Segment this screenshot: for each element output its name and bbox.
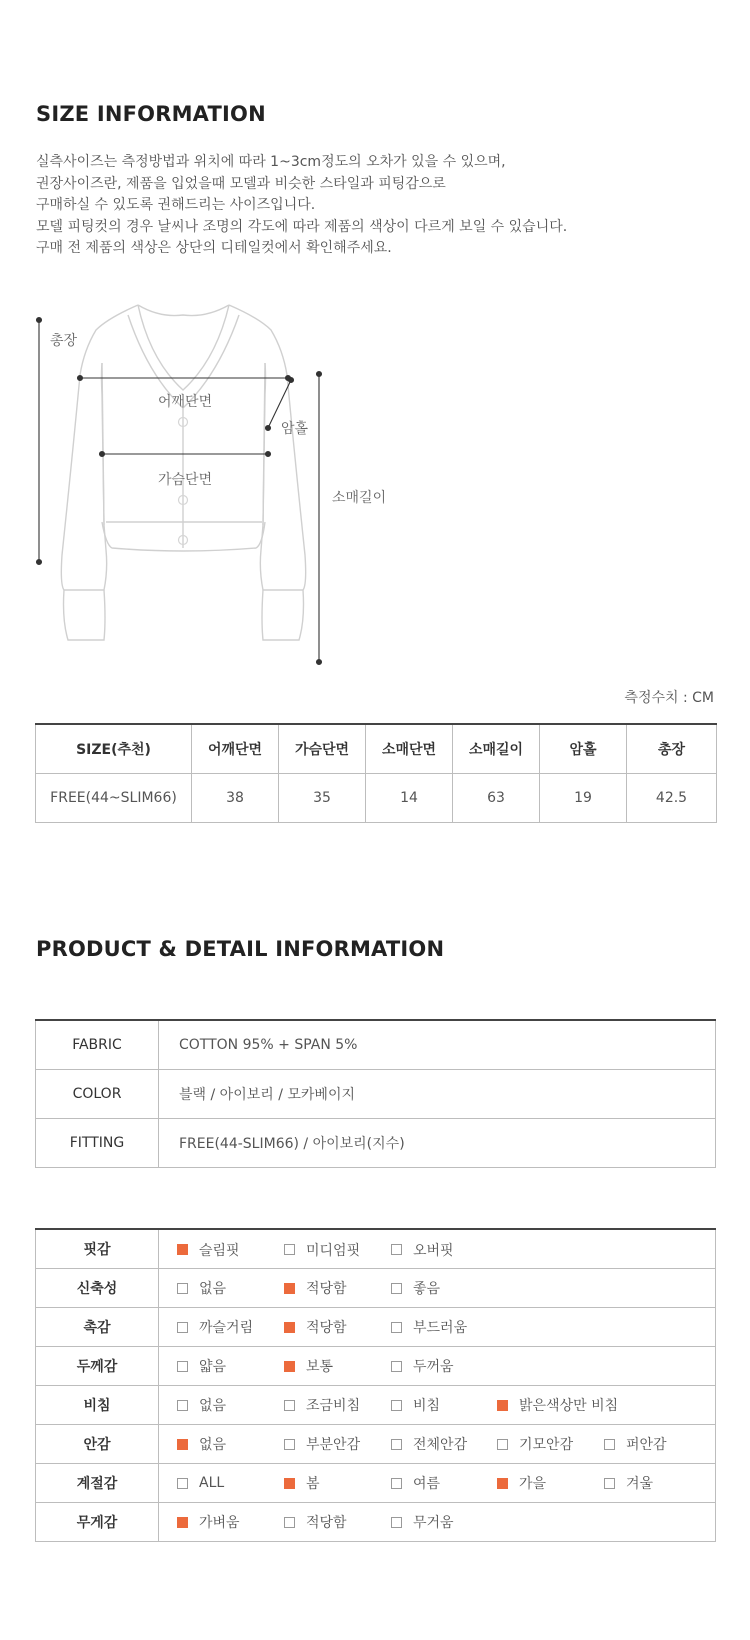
table-row — [36, 1424, 716, 1463]
detail-check-table — [35, 1228, 716, 1542]
checkbox-option[interactable] — [497, 1464, 546, 1503]
fitting-label: FITTING — [36, 1118, 159, 1167]
unchecked-box-icon[interactable] — [177, 1361, 188, 1372]
checkbox-option[interactable] — [497, 1425, 573, 1464]
checked-box-icon[interactable] — [177, 1439, 188, 1450]
table-row — [36, 1118, 716, 1167]
unchecked-box-icon[interactable] — [391, 1517, 402, 1528]
armhole-label: 암홀 — [281, 421, 309, 437]
cardigan-cuff — [262, 590, 304, 640]
option-label: 가벼움 — [199, 1515, 240, 1531]
checkbox-option[interactable] — [391, 1269, 440, 1308]
option-label: 겨울 — [626, 1476, 654, 1492]
checked-box-icon[interactable] — [284, 1283, 295, 1294]
sleeve-length-label: 소매길이 — [332, 490, 387, 506]
size-table-header — [36, 724, 717, 773]
table-row — [36, 1069, 716, 1118]
product-info-table — [35, 1019, 716, 1168]
garment-measurement-illustration — [0, 300, 750, 680]
unchecked-box-icon[interactable] — [604, 1478, 615, 1489]
attribute-options — [159, 1502, 716, 1541]
checkbox-option[interactable] — [177, 1308, 253, 1347]
option-label: 적당함 — [306, 1320, 347, 1336]
option-label: 전체안감 — [413, 1437, 468, 1453]
unchecked-box-icon[interactable] — [391, 1244, 402, 1255]
table-cell: 38 — [192, 773, 279, 822]
option-label: 조금비침 — [306, 1398, 361, 1414]
checked-box-icon[interactable] — [497, 1400, 508, 1411]
table-header-cell: SIZE(추천) — [36, 724, 192, 773]
checkbox-option[interactable] — [177, 1503, 240, 1542]
attribute-options — [159, 1385, 716, 1424]
table-row — [36, 1020, 716, 1069]
table-header-cell: 가슴단면 — [279, 724, 366, 773]
option-label: 봄 — [306, 1476, 320, 1492]
checked-box-icon[interactable] — [497, 1478, 508, 1489]
cardigan-collar — [138, 305, 229, 316]
option-label: 가을 — [519, 1476, 547, 1492]
option-label: 까슬거림 — [199, 1320, 254, 1336]
option-label: 보통 — [306, 1359, 334, 1375]
checkbox-option[interactable] — [177, 1347, 226, 1386]
checkbox-option[interactable] — [284, 1347, 333, 1386]
option-label: 부분안감 — [306, 1437, 361, 1453]
description-line: 구매하실 수 있도록 권해드리는 사이즈입니다. — [36, 197, 316, 213]
attribute-options — [159, 1268, 716, 1307]
attribute-label: 촉감 — [36, 1307, 159, 1346]
option-label: 얇음 — [199, 1359, 227, 1375]
option-label: 없음 — [199, 1437, 227, 1453]
table-cell: 63 — [453, 773, 540, 822]
unchecked-box-icon[interactable] — [604, 1439, 615, 1450]
unchecked-box-icon[interactable] — [497, 1439, 508, 1450]
option-label: 두꺼움 — [413, 1359, 454, 1375]
table-row — [36, 1268, 716, 1307]
attribute-label: 안감 — [36, 1424, 159, 1463]
size-information-title: SIZE INFORMATION — [36, 102, 266, 126]
cardigan-outline — [229, 305, 309, 590]
attribute-label: 두께감 — [36, 1346, 159, 1385]
checkbox-option[interactable] — [177, 1425, 226, 1464]
attribute-options — [159, 1346, 716, 1385]
unchecked-box-icon[interactable] — [391, 1361, 402, 1372]
attribute-label: 계절감 — [36, 1463, 159, 1502]
table-cell: 14 — [366, 773, 453, 822]
table-cell: 35 — [279, 773, 366, 822]
attribute-options — [159, 1463, 716, 1502]
attribute-options — [159, 1424, 716, 1463]
unchecked-box-icon[interactable] — [177, 1478, 188, 1489]
table-row — [36, 1307, 716, 1346]
checkbox-option[interactable] — [604, 1464, 653, 1503]
option-label: 무거움 — [413, 1515, 454, 1531]
total-length-label: 총장 — [50, 333, 78, 349]
checked-box-icon[interactable] — [284, 1322, 295, 1333]
checkbox-option[interactable] — [391, 1386, 440, 1425]
size-description — [36, 152, 567, 260]
checkbox-option[interactable] — [284, 1386, 360, 1425]
shoulder-label: 어깨단면 — [158, 394, 213, 410]
option-label: 기모안감 — [519, 1437, 574, 1453]
checkbox-option[interactable] — [177, 1230, 240, 1269]
table-row — [36, 1385, 716, 1424]
option-label: ALL — [199, 1475, 225, 1491]
checkbox-option[interactable] — [391, 1230, 454, 1269]
fabric-label: FABRIC — [36, 1020, 159, 1069]
unchecked-box-icon[interactable] — [391, 1283, 402, 1294]
unchecked-box-icon[interactable] — [391, 1439, 402, 1450]
option-label: 슬림핏 — [199, 1242, 240, 1259]
table-row — [36, 773, 717, 822]
table-header-cell: 총장 — [627, 724, 717, 773]
checkbox-option[interactable] — [177, 1269, 226, 1308]
table-cell: 42.5 — [627, 773, 717, 822]
table-row — [36, 1463, 716, 1502]
table-row — [36, 1346, 716, 1385]
option-label: 밝은색상만 비침 — [519, 1398, 619, 1414]
attribute-label: 비침 — [36, 1385, 159, 1424]
unchecked-box-icon[interactable] — [284, 1439, 295, 1450]
checkbox-option[interactable] — [284, 1308, 347, 1347]
option-label: 적당함 — [306, 1515, 347, 1531]
checkbox-option[interactable] — [391, 1308, 467, 1347]
product-detail-title: PRODUCT & DETAIL INFORMATION — [36, 937, 445, 961]
checkbox-option[interactable] — [391, 1347, 454, 1386]
color-value: 블랙 / 아이보리 / 모카베이지 — [159, 1069, 716, 1118]
option-label: 비침 — [413, 1398, 441, 1414]
option-label: 오버핏 — [413, 1242, 454, 1259]
attribute-options — [159, 1229, 716, 1268]
table-cell: FREE(44~SLIM66) — [36, 773, 192, 822]
description-line: 모델 피팅컷의 경우 날씨나 조명의 각도에 따라 제품의 색상이 다르게 보일 수 있습니다. — [36, 218, 568, 235]
checkbox-option[interactable] — [391, 1464, 440, 1503]
fitting-value: FREE(44-SLIM66) / 아이보리(지수) — [159, 1118, 716, 1167]
attribute-label: 핏감 — [36, 1229, 159, 1268]
description-line: 실측사이즈는 측정방법과 위치에 따라 1~3cm정도의 오차가 있을 수 있으며, — [36, 154, 506, 170]
checkbox-option[interactable] — [497, 1386, 618, 1425]
checkbox-option[interactable] — [604, 1425, 667, 1464]
checkbox-option[interactable] — [284, 1464, 320, 1503]
unchecked-box-icon[interactable] — [284, 1400, 295, 1411]
unchecked-box-icon[interactable] — [284, 1517, 295, 1528]
option-label: 없음 — [199, 1398, 227, 1414]
unchecked-box-icon[interactable] — [391, 1478, 402, 1489]
unit-note: 측정수치 : CM — [624, 690, 714, 706]
option-label: 없음 — [199, 1281, 227, 1297]
unchecked-box-icon[interactable] — [391, 1400, 402, 1411]
checked-box-icon[interactable] — [284, 1361, 295, 1372]
table-header-cell: 소매길이 — [453, 724, 540, 773]
option-label: 좋음 — [413, 1281, 441, 1297]
table-header-cell: 소매단면 — [366, 724, 453, 773]
cardigan-collar — [138, 305, 229, 390]
option-label: 미디엄핏 — [306, 1242, 361, 1259]
checkbox-option[interactable] — [177, 1386, 226, 1425]
checkbox-option[interactable] — [284, 1269, 347, 1308]
attribute-options — [159, 1307, 716, 1346]
unchecked-box-icon[interactable] — [284, 1244, 295, 1255]
table-header-cell: 어깨단면 — [192, 724, 279, 773]
unchecked-box-icon[interactable] — [177, 1400, 188, 1411]
checkbox-option[interactable] — [284, 1425, 360, 1464]
table-header-cell: 암홀 — [540, 724, 627, 773]
checkbox-option[interactable] — [177, 1464, 224, 1503]
description-line: 권장사이즈란, 제품을 입었을때 모델과 비슷한 스타일과 피팅감으로 — [36, 175, 446, 192]
checked-box-icon[interactable] — [177, 1244, 188, 1255]
checked-box-icon[interactable] — [284, 1478, 295, 1489]
size-table — [35, 723, 717, 823]
checked-box-icon[interactable] — [177, 1517, 188, 1528]
table-row — [36, 1229, 716, 1268]
color-label: COLOR — [36, 1069, 159, 1118]
checkbox-option[interactable] — [391, 1425, 467, 1464]
table-cell: 19 — [540, 773, 627, 822]
checkbox-option[interactable] — [284, 1503, 347, 1542]
cardigan-cuff — [64, 590, 106, 640]
unchecked-box-icon[interactable] — [177, 1322, 188, 1333]
option-label: 퍼안감 — [626, 1437, 667, 1453]
checkbox-option[interactable] — [284, 1230, 360, 1269]
option-label: 여름 — [413, 1476, 441, 1492]
unchecked-box-icon[interactable] — [177, 1283, 188, 1294]
chest-label: 가슴단면 — [158, 472, 213, 488]
table-row — [36, 1502, 716, 1541]
attribute-label: 무게감 — [36, 1502, 159, 1541]
checkbox-option[interactable] — [391, 1503, 454, 1542]
fabric-value: COTTON 95% + SPAN 5% — [159, 1020, 716, 1069]
description-line: 구매 전 제품의 색상은 상단의 디테일컷에서 확인해주세요. — [36, 240, 392, 256]
attribute-label: 신축성 — [36, 1268, 159, 1307]
option-label: 부드러움 — [413, 1320, 468, 1336]
unchecked-box-icon[interactable] — [391, 1322, 402, 1333]
option-label: 적당함 — [306, 1281, 347, 1297]
